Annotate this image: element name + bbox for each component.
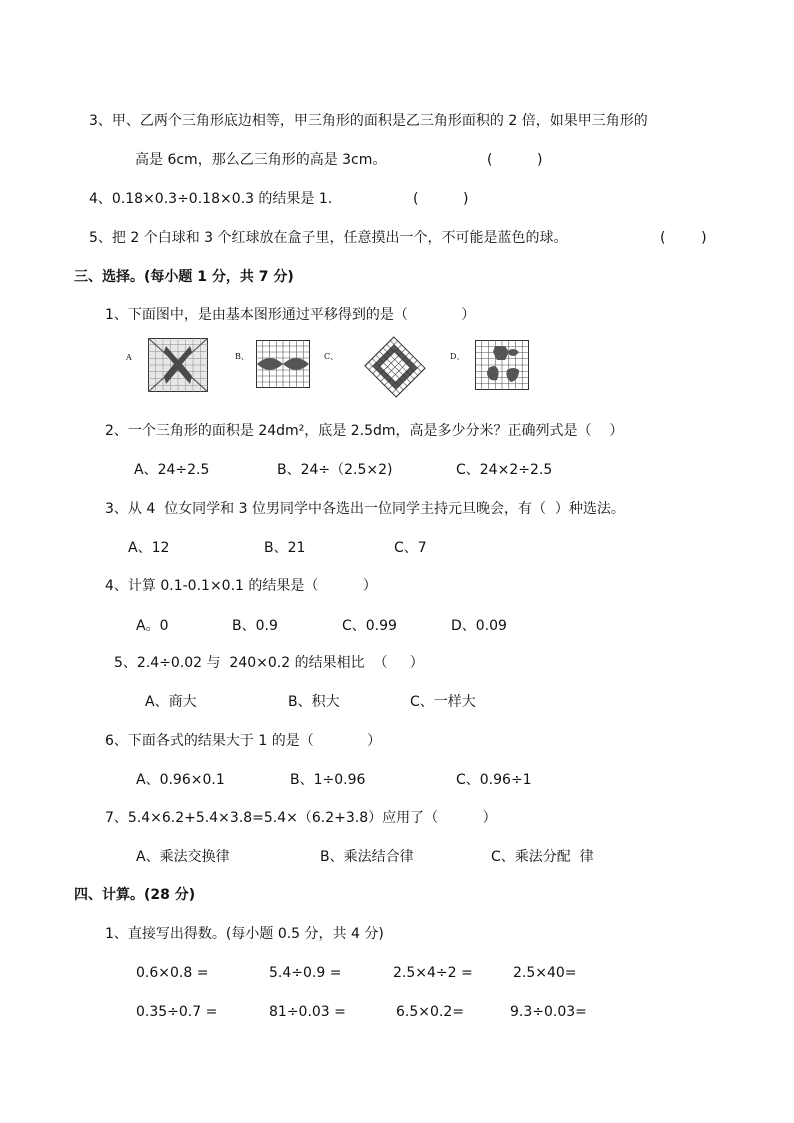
choice-q2-option-c[interactable]: C、24×2÷2.5 <box>456 462 553 478</box>
judge-q3-line1: 3、甲、乙两个三角形底边相等，甲三角形的面积是乙三角形面积的 2 倍，如果甲三角形的 <box>89 113 648 129</box>
choice-q4-text: 4、计算 0.1-0.1×0.1 的结果是（ ） <box>105 578 377 594</box>
choice-q6-option-a[interactable]: A、0.96×0.1 <box>136 772 225 788</box>
choice-q3-option-c[interactable]: C、7 <box>394 540 427 556</box>
figure-label-b: B、 <box>235 352 249 361</box>
choice-q5-text: 5、2.4÷0.02 与 240×0.2 的结果相比 （ ） <box>114 655 424 671</box>
calc-q1-text: 1、直接写出得数。(每小题 0.5 分，共 4 分) <box>105 926 384 942</box>
choice-q6-text: 6、下面各式的结果大于 1 的是（ ） <box>105 733 382 749</box>
choice-q7-option-c[interactable]: C、乘法分配 律 <box>491 849 594 865</box>
calc-item-7[interactable]: 6.5×0.2= <box>396 1004 464 1020</box>
choice-q4-option-b[interactable]: B、0.9 <box>232 618 278 634</box>
calc-item-2[interactable]: 5.4÷0.9 = <box>269 965 342 981</box>
choice-q7-option-b[interactable]: B、乘法结合律 <box>320 849 414 865</box>
calc-item-5[interactable]: 0.35÷0.7 = <box>136 1004 218 1020</box>
choice-q5-option-c[interactable]: C、一样大 <box>410 694 476 710</box>
choice-q6-option-b[interactable]: B、1÷0.96 <box>290 772 366 788</box>
figure-option-c[interactable] <box>356 331 434 403</box>
choice-q6-option-c[interactable]: C、0.96÷1 <box>456 772 532 788</box>
judge-q3-answer-blank[interactable]: ( ) <box>487 152 543 168</box>
calc-item-3[interactable]: 2.5×4÷2 = <box>393 965 473 981</box>
figure-option-d[interactable] <box>475 340 529 390</box>
choice-q1-text: 1、下面图中，是由基本图形通过平移得到的是（ ） <box>105 307 476 323</box>
choice-q5-option-a[interactable]: A、商大 <box>145 694 197 710</box>
choice-q2-text: 2、一个三角形的面积是 24dm²，底是 2.5dm，高是多少分米？正确列式是（ ） <box>105 423 624 439</box>
choice-q2-option-b[interactable]: B、24÷（2.5×2) <box>277 462 393 478</box>
choice-q4-option-c[interactable]: C、0.99 <box>342 618 397 634</box>
choice-q4-option-d[interactable]: D、0.09 <box>451 618 507 634</box>
judge-q4-text: 4、0.18×0.3÷0.18×0.3 的结果是 1. <box>89 191 333 207</box>
choice-q2-option-a[interactable]: A、24÷2.5 <box>134 462 210 478</box>
choice-q5-option-b[interactable]: B、积大 <box>288 694 340 710</box>
figure-label-c: C、 <box>324 352 339 361</box>
figure-option-a[interactable] <box>148 338 208 392</box>
calc-item-4[interactable]: 2.5×40= <box>513 965 577 981</box>
section3-title: 三、选择。(每小题 1 分，共 7 分) <box>74 269 294 285</box>
figure-label-d: D、 <box>450 352 465 361</box>
judge-q3-line2: 高是 6cm，那么乙三角形的高是 3cm。 <box>135 152 387 168</box>
choice-q3-text: 3、从 4 位女同学和 3 位男同学中各选出一位同学主持元旦晚会，有（ ）种选法。 <box>105 501 625 517</box>
judge-q4-answer-blank[interactable]: ( ) <box>413 191 469 207</box>
section4-title: 四、计算。(28 分) <box>74 887 196 903</box>
calc-item-8[interactable]: 9.3÷0.03= <box>510 1004 587 1020</box>
figure-option-b[interactable] <box>256 340 310 388</box>
choice-q7-text: 7、5.4×6.2+5.4×3.8=5.4×（6.2+3.8）应用了（ ） <box>105 810 497 826</box>
choice-q3-option-a[interactable]: A、12 <box>128 540 170 556</box>
choice-q7-option-a[interactable]: A、乘法交换律 <box>136 849 230 865</box>
judge-q5-text: 5、把 2 个白球和 3 个红球放在盒子里，任意摸出一个，不可能是蓝色的球。 <box>89 230 568 246</box>
choice-q3-option-b[interactable]: B、21 <box>264 540 306 556</box>
figure-label-a: A <box>126 353 132 362</box>
calc-item-1[interactable]: 0.6×0.8 = <box>136 965 209 981</box>
judge-q5-answer-blank[interactable]: ( ) <box>660 230 707 246</box>
choice-q4-option-a[interactable]: A。0 <box>136 618 169 634</box>
calc-item-6[interactable]: 81÷0.03 = <box>269 1004 346 1020</box>
